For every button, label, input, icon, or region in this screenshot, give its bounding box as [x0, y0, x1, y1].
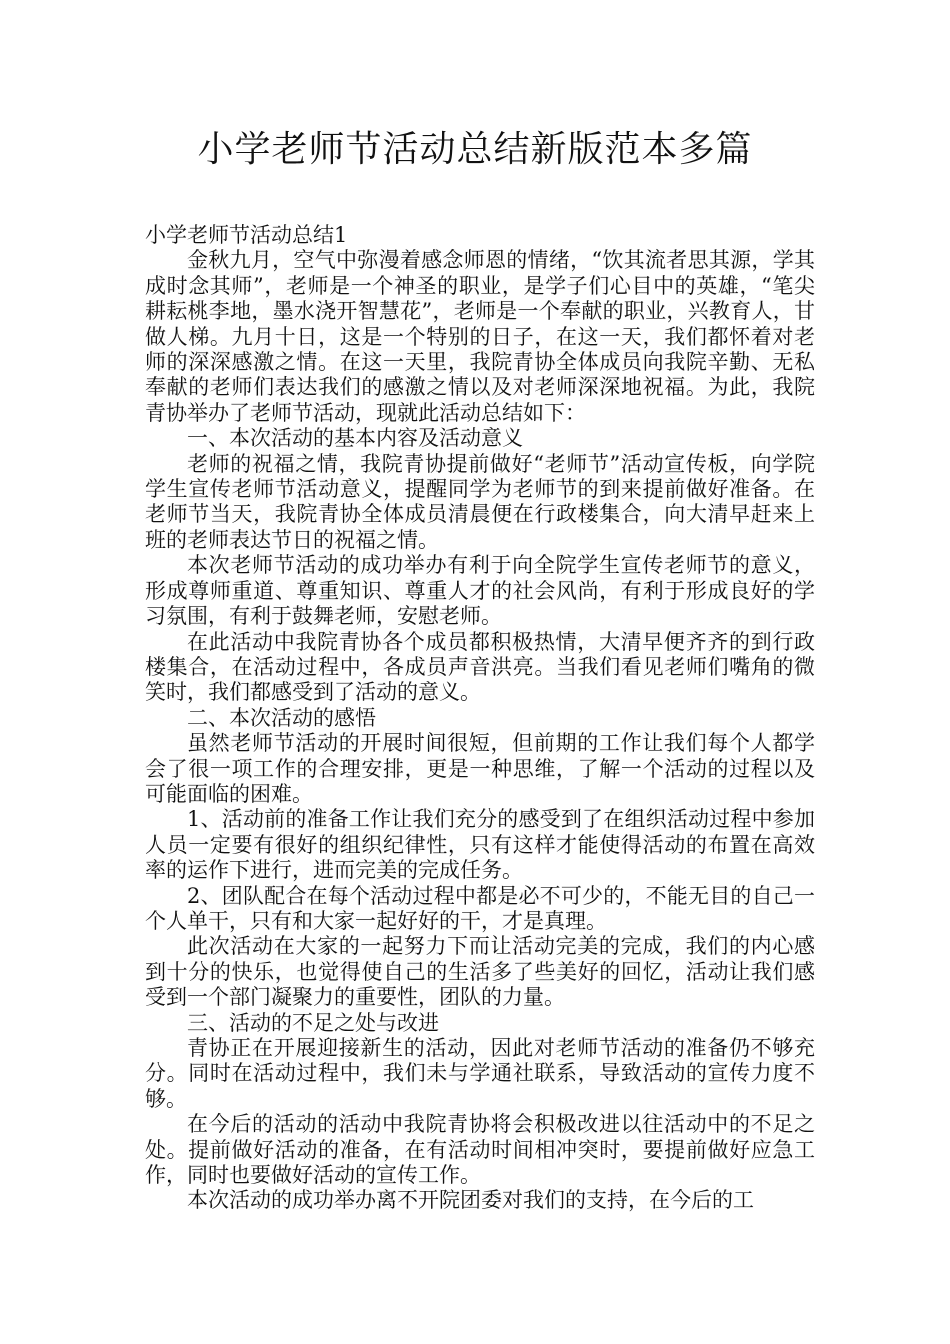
paragraph-members: 在此活动中我院青协各个成员都积极热情，大清早便齐齐的到行政楼集合，在活动过程中，各成员声音洪亮。当我们看见老师们嘴角的微笑时，我们都感受到了活动的意义。 — [145, 629, 815, 705]
paragraph-point-1: 1、活动前的准备工作让我们充分的感受到了在组织活动过程中参加人员一定要有很好的组织纪律性，只有这样才能使得活动的布置在高效率的运作下进行，进而完美的完成任务。 — [145, 807, 815, 883]
paragraph-teamwork: 此次活动在大家的一起努力下而让活动完美的完成，我们的内心感到十分的快乐，也觉得使自己的生活多了些美好的回忆，活动让我们感受到一个部门凝聚力的重要性，团队的力量。 — [145, 934, 815, 1010]
paragraph-short-time: 虽然老师节活动的开展时间很短，但前期的工作让我们每个人都学会了很一项工作的合理安排，更是一种思维，了解一个活动的过程以及可能面临的困难。 — [145, 731, 815, 806]
section-heading: 小学老师节活动总结1 — [145, 223, 348, 247]
paragraph-improvement: 在今后的活动的活动中我院青协将会积极改进以往活动中的不足之处。提前做好活动的准备，在有活动时间相冲突时，要提前做好应急工作，同时也要做好活动的宣传工作。 — [145, 1112, 815, 1188]
paragraph-blessing: 老师的祝福之情，我院青协提前做好“老师节”活动宣传板，向学院学生宣传老师节活动意义，提醒同学为老师节的到来提前做好准备。在老师节当天，我院青协全体成员清晨便在行政楼集合，向大清早赶来上班的老师表达节日的祝福之情。 — [145, 451, 815, 552]
paragraph-closing: 本次活动的成功举办离不开院团委对我们的支持，在今后的工 — [187, 1188, 754, 1213]
paragraph-intro: 金秋九月，空气中弥漫着感念师恩的情绪，“饮其流者思其源，学其成时念其师”，老师是一个神圣的职业，是学子们心目中的英雄，“笔尖耕耘桃李地，墨水浇开智慧花”，老师是一个奉献的职业，兴教育人，甘做人梯。九月十日，这是一个特别的日子，在这一天，我们都怀着对老师的深深感激之情。在这一天里，我院青协全体成员向我院辛勤、无私奉献的老师们表达我们的感激之情以及对老师深深地祝福。为此，我院青协举办了老师节活动，现就此活动总结如下： — [145, 248, 815, 425]
subheading-content-meaning: 一、本次活动的基本内容及活动意义 — [187, 426, 523, 451]
subheading-insights: 二、本次活动的感悟 — [187, 705, 376, 730]
subheading-shortcomings: 三、活动的不足之处与改进 — [187, 1010, 439, 1035]
paragraph-significance: 本次老师节活动的成功举办有利于向全院学生宣传老师节的意义，形成尊师重道、尊重知识、尊重人才的社会风尚，有利于形成良好的学习氛围，有利于鼓舞老师，安慰老师。 — [145, 553, 815, 629]
document-body — [145, 223, 815, 1214]
paragraph-insufficient: 青协正在开展迎接新生的活动，因此对老师节活动的准备仍不够充分。同时在活动过程中，我们未与学通社联系，导致活动的宣传力度不够。 — [145, 1036, 815, 1111]
document-title: 小学老师节活动总结新版范本多篇 — [197, 129, 753, 170]
paragraph-point-2: 2、团队配合在每个活动过程中都是必不可少的，不能无目的自己一个人单干，只有和大家一起好好的干，才是真理。 — [145, 883, 815, 933]
